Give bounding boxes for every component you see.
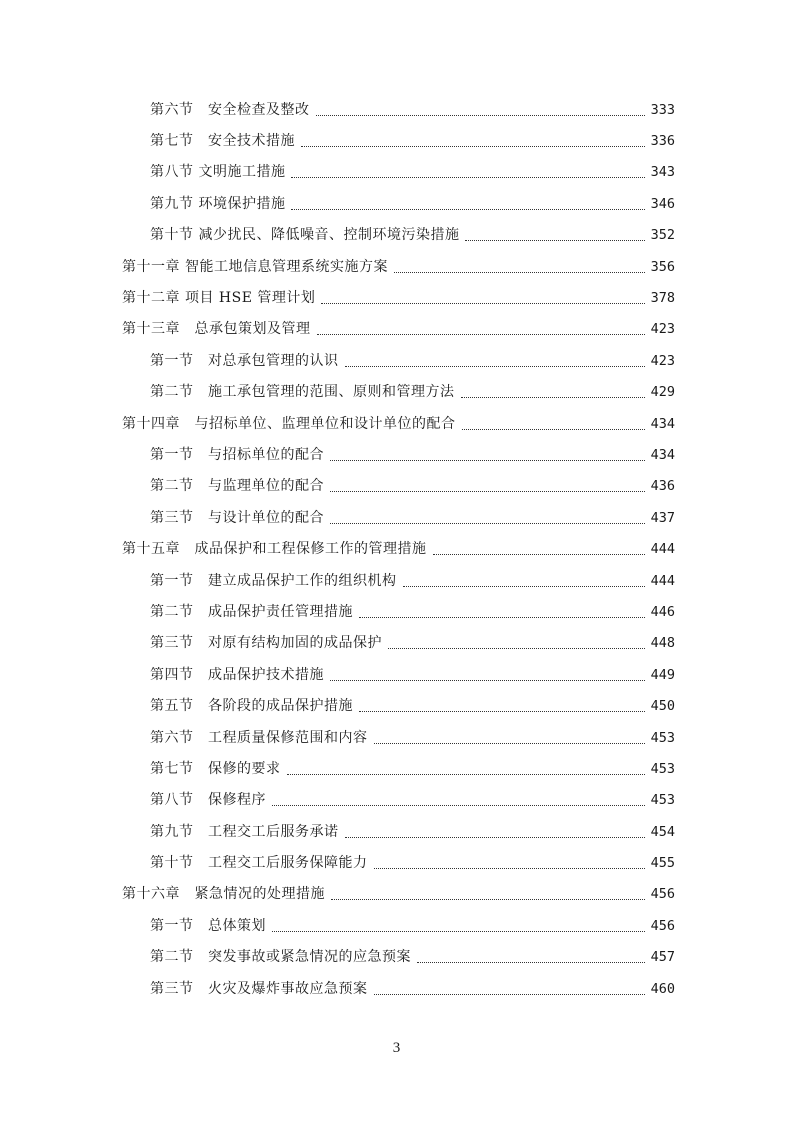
toc-dot-leader	[394, 271, 645, 273]
toc-entry-title: 第一节 总体策划	[150, 917, 266, 934]
toc-entry-page: 434	[650, 446, 675, 463]
toc-entry-title: 第十二章 项目 HSE 管理计划	[122, 290, 316, 307]
toc-entry-page: 343	[650, 164, 675, 181]
toc-entry-title: 第八节 文明施工措施	[150, 164, 286, 181]
toc-dot-leader	[374, 867, 646, 869]
toc-entry-page: 423	[650, 321, 675, 338]
toc-entry-title: 第二节 与监理单位的配合	[150, 478, 324, 495]
toc-entry-title: 第七节 保修的要求	[150, 760, 281, 777]
toc-dot-leader	[462, 428, 646, 430]
toc-entry-page: 436	[650, 478, 675, 495]
toc-dot-leader	[359, 710, 645, 712]
toc-section-entry[interactable]	[0, 628, 793, 659]
toc-entry-page: 450	[650, 698, 675, 715]
toc-chapter-entry[interactable]	[0, 408, 793, 439]
toc-section-entry[interactable]	[0, 847, 793, 878]
toc-entry-page: 453	[650, 760, 675, 777]
toc-dot-leader	[291, 176, 645, 178]
toc-entry-title: 第三节 火灾及爆炸事故应急预案	[150, 980, 368, 997]
toc-section-entry[interactable]	[0, 125, 793, 156]
toc-dot-leader	[331, 898, 645, 900]
toc-entry-title: 第一节 建立成品保护工作的组织机构	[150, 572, 397, 589]
toc-entry-page: 460	[650, 980, 675, 997]
toc-section-entry[interactable]	[0, 910, 793, 941]
toc-entry-page: 437	[650, 509, 675, 526]
toc-section-entry[interactable]	[0, 565, 793, 596]
toc-entry-page: 434	[650, 415, 675, 432]
toc-dot-leader	[287, 773, 646, 775]
toc-dot-leader	[330, 522, 645, 524]
toc-entry-title: 第六节 安全检查及整改	[150, 101, 310, 118]
toc-dot-leader	[316, 114, 646, 116]
toc-entry-title: 第四节 成品保护技术措施	[150, 666, 324, 683]
toc-entry-title: 第六节 工程质量保修范围和内容	[150, 729, 368, 746]
toc-entry-title: 第十六章 紧急情况的处理措施	[122, 886, 325, 903]
toc-entry-title: 第十五章 成品保护和工程保修工作的管理措施	[122, 541, 427, 558]
toc-dot-leader	[291, 208, 645, 210]
toc-dot-leader	[461, 396, 646, 398]
toc-section-entry[interactable]	[0, 439, 793, 470]
toc-entry-page: 446	[650, 603, 675, 620]
toc-entry-page: 346	[650, 195, 675, 212]
toc-dot-leader	[317, 333, 646, 335]
toc-entry-title: 第九节 环境保护措施	[150, 195, 286, 212]
toc-dot-leader	[433, 553, 646, 555]
toc-entry-page: 356	[650, 258, 675, 275]
toc-entry-title: 第十四章 与招标单位、监理单位和设计单位的配合	[122, 415, 456, 432]
toc-entry-page: 456	[650, 917, 675, 934]
toc-chapter-entry[interactable]	[0, 282, 793, 313]
toc-section-entry[interactable]	[0, 502, 793, 533]
toc-entry-title: 第一节 对总承包管理的认识	[150, 352, 339, 369]
toc-entry-title: 第十一章 智能工地信息管理系统实施方案	[122, 258, 388, 275]
toc-entry-page: 429	[650, 384, 675, 401]
toc-dot-leader	[330, 459, 645, 461]
toc-entry-page: 453	[650, 792, 675, 809]
table-of-contents	[0, 94, 793, 1004]
toc-entry-title: 第三节 与设计单位的配合	[150, 509, 324, 526]
toc-dot-leader	[272, 804, 645, 806]
toc-dot-leader	[465, 239, 645, 241]
toc-entry-title: 第三节 对原有结构加固的成品保护	[150, 635, 382, 652]
toc-entry-page: 352	[650, 227, 675, 244]
toc-dot-leader	[330, 679, 645, 681]
toc-entry-page: 444	[650, 541, 675, 558]
toc-dot-leader	[330, 490, 645, 492]
toc-entry-page: 456	[650, 886, 675, 903]
toc-dot-leader	[272, 930, 645, 932]
toc-entry-page: 454	[650, 823, 675, 840]
toc-entry-title: 第十节 工程交工后服务保障能力	[150, 855, 368, 872]
toc-chapter-entry[interactable]	[0, 251, 793, 282]
toc-section-entry[interactable]	[0, 973, 793, 1004]
toc-dot-leader	[417, 961, 645, 963]
toc-section-entry[interactable]	[0, 188, 793, 219]
toc-entry-page: 457	[650, 949, 675, 966]
page-number: 3	[392, 1040, 401, 1056]
toc-entry-page: 336	[650, 133, 675, 150]
toc-entry-page: 444	[650, 572, 675, 589]
toc-dot-leader	[374, 993, 646, 995]
toc-entry-title: 第十节 减少扰民、降低噪音、控制环境污染措施	[150, 227, 460, 244]
toc-chapter-entry[interactable]	[0, 533, 793, 564]
toc-section-entry[interactable]	[0, 659, 793, 690]
toc-section-entry[interactable]	[0, 377, 793, 408]
toc-section-entry[interactable]	[0, 690, 793, 721]
toc-section-entry[interactable]	[0, 753, 793, 784]
toc-dot-leader	[345, 365, 646, 367]
toc-section-entry[interactable]	[0, 596, 793, 627]
toc-entry-page: 449	[650, 666, 675, 683]
toc-entry-title: 第二节 成品保护责任管理措施	[150, 603, 353, 620]
toc-entry-title: 第八节 保修程序	[150, 792, 266, 809]
toc-entry-title: 第九节 工程交工后服务承诺	[150, 823, 339, 840]
toc-section-entry[interactable]	[0, 157, 793, 188]
toc-entry-page: 453	[650, 729, 675, 746]
toc-section-entry[interactable]	[0, 471, 793, 502]
toc-dot-leader	[374, 742, 646, 744]
toc-entry-title: 第五节 各阶段的成品保护措施	[150, 698, 353, 715]
toc-entry-page: 448	[650, 635, 675, 652]
toc-section-entry[interactable]	[0, 785, 793, 816]
toc-chapter-entry[interactable]	[0, 879, 793, 910]
toc-entry-title: 第二节 突发事故或紧急情况的应急预案	[150, 949, 411, 966]
toc-entry-title: 第一节 与招标单位的配合	[150, 446, 324, 463]
toc-dot-leader	[321, 302, 645, 304]
toc-entry-title: 第十三章 总承包策划及管理	[122, 321, 311, 338]
toc-dot-leader	[359, 616, 645, 618]
toc-entry-page: 378	[650, 290, 675, 307]
toc-section-entry[interactable]	[0, 722, 793, 753]
toc-entry-title: 第七节 安全技术措施	[150, 133, 295, 150]
toc-entry-page: 455	[650, 855, 675, 872]
toc-entry-page: 333	[650, 101, 675, 118]
toc-dot-leader	[388, 647, 645, 649]
toc-section-entry[interactable]	[0, 816, 793, 847]
toc-section-entry[interactable]	[0, 942, 793, 973]
toc-entry-title: 第二节 施工承包管理的范围、原则和管理方法	[150, 384, 455, 401]
toc-chapter-entry[interactable]	[0, 314, 793, 345]
toc-section-entry[interactable]	[0, 220, 793, 251]
toc-dot-leader	[301, 145, 645, 147]
toc-section-entry[interactable]	[0, 94, 793, 125]
toc-section-entry[interactable]	[0, 345, 793, 376]
toc-entry-page: 423	[650, 352, 675, 369]
toc-dot-leader	[403, 585, 646, 587]
toc-dot-leader	[345, 836, 646, 838]
